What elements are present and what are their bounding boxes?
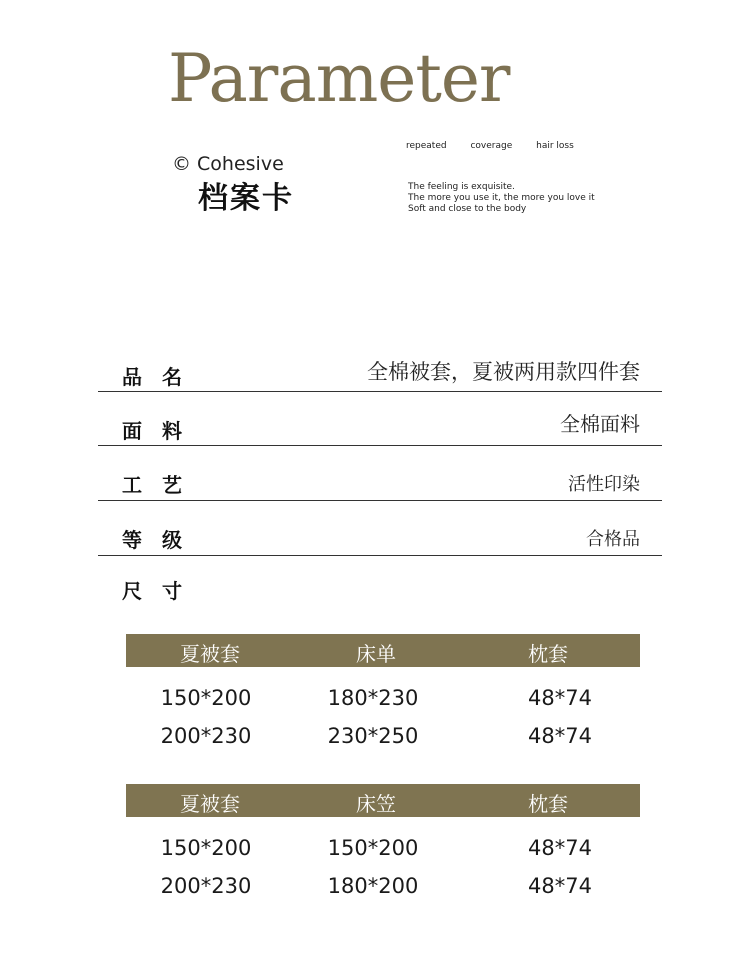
tag-list [406,141,595,151]
size-table-header [126,784,640,817]
size-table-header [126,634,640,667]
divider [98,500,662,501]
table-cell: 150*200 [327,836,419,860]
page-title: Parameter [168,40,510,117]
param-value: 活性印染 [568,474,640,495]
param-label: 面料 [122,419,202,443]
tag-repeated: repeated [406,141,447,151]
tag-hair-loss: hair loss [536,141,574,151]
table-cell: 180*230 [327,686,419,710]
description-line: Soft and close to the body [408,204,527,214]
param-label: 尺寸 [122,579,202,603]
param-label: 工艺 [122,473,202,497]
table-cell: 150*200 [160,686,252,710]
divider [98,555,662,556]
table-cell: 200*230 [160,874,252,898]
column-header: 枕套 [528,792,568,816]
brand-subtitle: 档案卡 [198,181,294,216]
column-header: 夏被套 [180,642,240,666]
divider [98,391,662,392]
param-value: 全棉被套，夏被两用款四件套 [367,360,640,384]
tag-coverage: coverage [470,141,513,151]
table-cell: 48*74 [528,724,592,748]
table-cell: 230*250 [327,724,419,748]
description-line: The feeling is exquisite. [408,182,515,192]
brand-name: © Cohesive [172,153,284,175]
table-cell: 150*200 [160,836,252,860]
column-header: 夏被套 [180,792,240,816]
description-line: The more you use it, the more you love it [408,193,595,203]
table-cell: 200*230 [160,724,252,748]
param-label: 品名 [122,365,202,389]
column-header: 床笠 [356,792,396,816]
table-cell: 48*74 [528,874,592,898]
param-value: 全棉面料 [560,412,640,436]
description [408,182,595,215]
table-cell: 48*74 [528,686,592,710]
column-header: 枕套 [528,642,568,666]
param-value: 合格品 [586,529,640,550]
table-cell: 48*74 [528,836,592,860]
divider [98,445,662,446]
table-cell: 180*200 [327,874,419,898]
param-label: 等级 [122,528,202,552]
column-header: 床单 [356,642,396,666]
